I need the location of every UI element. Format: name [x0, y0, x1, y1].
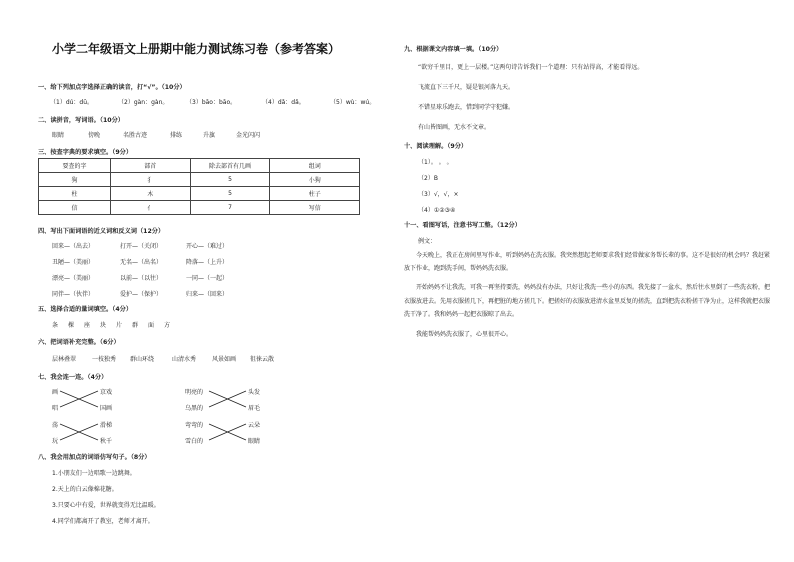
table-cell: 狗 [39, 173, 111, 187]
match-left-b: 秋千 [100, 438, 113, 445]
essay-paragraph: 我能帮妈妈洗衣服了，心里很开心。 [416, 331, 513, 338]
s4-item: 丑陋—（美丽） [52, 259, 95, 266]
s6-word: 群山环绕 [130, 356, 155, 363]
s4-item: 回来—（出去） [52, 243, 95, 250]
s9-item: 不错星球乐跑去，惜到同学守犯嫌。 [418, 104, 515, 111]
table-cell: 犭 [110, 173, 190, 187]
s2-word: 升旗 [203, 132, 216, 139]
s1-item: （3）bāo：bāo。 [186, 99, 237, 106]
section-6-heading: 六、把词语补充完整。（6分） [38, 339, 120, 346]
table-header-cell: 除去部首有几画 [190, 159, 270, 173]
match-right-b: 眉毛 [248, 405, 261, 412]
match-left-b: 京戏 [100, 389, 113, 396]
s1-item: （1）dú：dū。 [50, 99, 94, 106]
example-label: 例文： [418, 238, 437, 245]
s5-word: 块 [100, 322, 107, 329]
s4-item: 以前—（以往） [120, 275, 163, 282]
table-cell: 5 [190, 187, 270, 201]
s4-item: 降落—（上升） [186, 259, 229, 266]
section-3-heading: 三、按查字典的要求填空。（9分） [38, 149, 133, 156]
s5-word: 片 [116, 322, 123, 329]
s5-word: 棵 [68, 322, 75, 329]
s8-item: 2.天上的白云像棉花糖。 [52, 486, 118, 493]
s4-item: 同伴—（伙伴） [52, 291, 95, 298]
match-left-b: 国画 [100, 405, 113, 412]
table-cell: 柱 [39, 187, 111, 201]
s8-item: 4.同学们都离开了教室，老师才离开。 [52, 518, 154, 525]
table-cell: 信 [39, 201, 111, 215]
s5-word: 面 [148, 322, 155, 329]
essay-paragraph: 开始妈妈不让我洗，可我一再坚持要洗，妈妈没有办法，只好让我洗一些小的东西。我先接了一盆水，然后往水里倒了一些洗衣粉，把衣服放进去。先用衣服搓几下，再把脏的地方搓几下。把搓好的衣服放进清水盆里反复的搓洗，直到把洗衣粉搓干净为止，这样我就把衣服洗干净了。我和妈妈一起把衣服晾了出去。 [404, 284, 771, 318]
s2-word: 傍晚 [88, 132, 101, 139]
s8-item: 3.只要心中有爱，世界就变得无比温暖。 [52, 502, 160, 509]
match-left-a: 玩 [52, 438, 59, 445]
table-header-cell: 部首 [110, 159, 190, 173]
table-cell: 小狗 [270, 173, 360, 187]
table-header-cell: 组词 [270, 159, 360, 173]
section-5-heading: 五、选择合适的量词填空。（4分） [38, 306, 133, 313]
table-cell: 5 [190, 173, 270, 187]
s5-word: 座 [84, 322, 91, 329]
table-cell: 亻 [110, 201, 190, 215]
s6-word: 一枝独秀 [92, 356, 117, 363]
table-cell: 木 [110, 187, 190, 201]
section-4-heading: 四、写出下面词语的近义词和反义词（12分） [38, 228, 165, 235]
s9-item: “欲穷千里目，更上一层楼。”这两句诗告诉我们一个道理：只有站得高，才能看得远。 [418, 64, 644, 71]
s8-item: 1.小朋友们一边唱歌一边跳舞。 [52, 470, 136, 477]
match-right-a: 雪白的 [185, 438, 204, 445]
s4-item: 漂亮—（美丽） [52, 275, 95, 282]
s1-item: （5）wù：wú。 [330, 99, 376, 106]
match-left-a: 唱 [52, 405, 59, 412]
s9-item: 飞流直下三千尺，疑是银河落九天。 [418, 84, 515, 91]
match-left-a: 荡 [52, 422, 59, 429]
s1-item: （4）dǎ：dǎ。 [262, 99, 305, 106]
s5-word: 群 [132, 322, 139, 329]
match-right-a: 弯弯的 [185, 422, 204, 429]
section-11-heading: 十一、看图写话，注意书写工整。（12分） [404, 222, 521, 229]
right-column [400, 0, 794, 562]
s2-word: 排练 [170, 132, 183, 139]
s6-word: 层林叠翠 [52, 356, 77, 363]
s6-word: 风景如画 [212, 356, 237, 363]
table-cell: 7 [190, 201, 270, 215]
s6-word: 山清水秀 [172, 356, 197, 363]
s10-item: （3）√，√，× [418, 191, 459, 198]
table-cell: 柱子 [270, 187, 360, 201]
match-right-b: 头发 [248, 389, 261, 396]
match-left-a: 画 [52, 389, 59, 396]
section-1-heading: 一、给下列加点字选择正确的读音，打“√”。（10分） [38, 84, 186, 91]
s2-word: 眼睛 [52, 132, 65, 139]
match-right-b: 眼睛 [248, 438, 261, 445]
s4-item: 开心—（难过） [186, 243, 229, 250]
s4-item: 爱护—（保护） [120, 291, 163, 298]
s5-word: 方 [164, 322, 171, 329]
s4-item: 无名—（出名） [120, 259, 163, 266]
s2-word: 名胜古迹 [123, 132, 148, 139]
s9-item: 有山皆图画，无水不文章。 [418, 124, 491, 131]
s1-item: （2）gàn：gàn。 [118, 99, 169, 106]
s10-item: （2）B [418, 175, 438, 182]
s4-item: 归来—（回来） [186, 291, 229, 298]
match-left-b: 滑梯 [100, 422, 113, 429]
match-right-a: 明亮的 [185, 389, 204, 396]
s4-item: 打开—（关闭） [120, 243, 163, 250]
section-2-heading: 二、读拼音，写词语。（10分） [38, 117, 124, 124]
s6-word: 徂徕云散 [250, 356, 275, 363]
match-right-b: 云朵 [248, 422, 261, 429]
section-9-heading: 九、根据课文内容填一填。（10分） [404, 46, 503, 53]
s10-item: （1）。 。 。 [418, 159, 453, 166]
section-10-heading: 十、阅读理解。（9分） [404, 143, 468, 150]
s10-item: （4）①②③④ [418, 207, 456, 214]
essay-paragraph: 今天晚上，我正在房间里写作业，听到妈妈在洗衣服。我突然想起老师要求我们经常做家务帮长辈的事。这不是很好的机会吗？我赶紧放下作业，跑到洗手间，帮妈妈洗衣服。 [404, 252, 771, 272]
match-right-a: 乌黑的 [185, 405, 204, 412]
table-cell: 写信 [270, 201, 360, 215]
s4-item: 一同—（一起） [186, 275, 229, 282]
s5-word: 条 [52, 322, 59, 329]
page-title: 小学二年级语文上册期中能力测试练习卷（参考答案） [52, 42, 341, 56]
section-8-heading: 八、我会用加点的词语仿写句子。（8分） [38, 454, 151, 461]
s2-word: 金光闪闪 [236, 132, 261, 139]
table-header-cell: 要查的字 [39, 159, 111, 173]
section-7-heading: 七、我会连一连。（4分） [38, 374, 108, 381]
